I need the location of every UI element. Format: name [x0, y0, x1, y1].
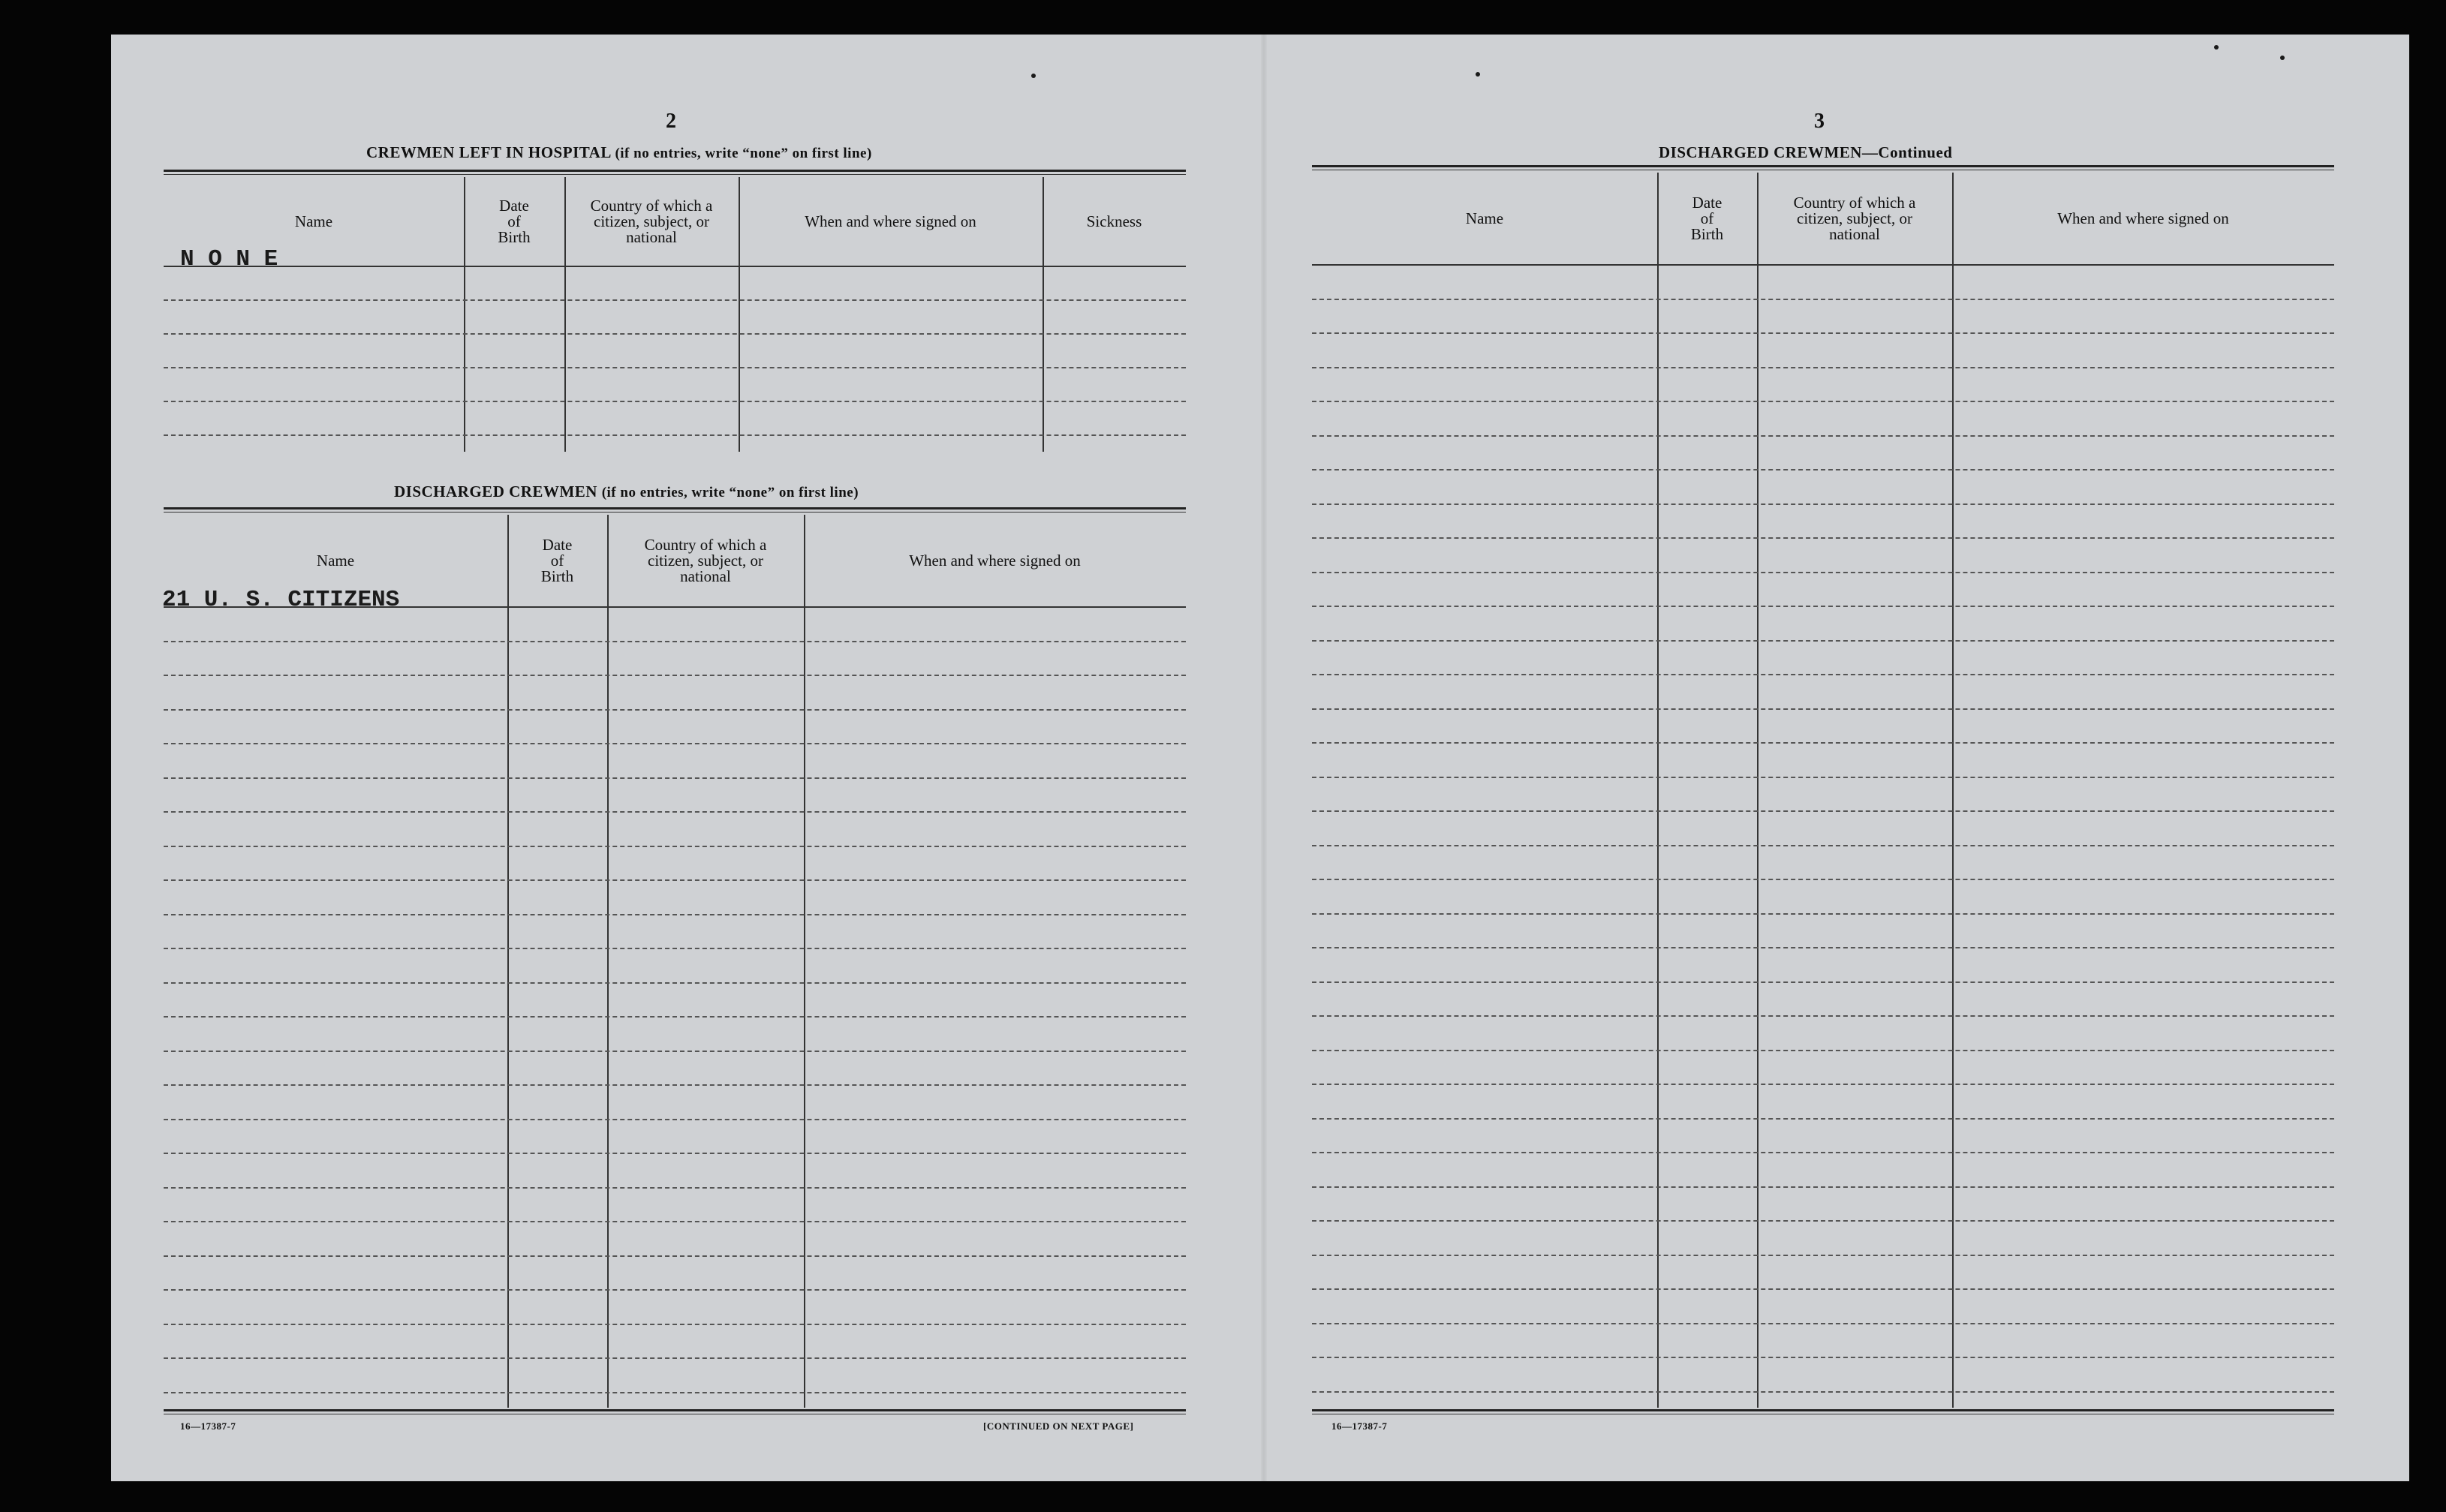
- table-column-rule: [507, 515, 509, 1408]
- table-row-rule: [164, 743, 1186, 744]
- scan-speck: [2214, 45, 2219, 50]
- table-row-rule: [164, 1392, 1186, 1393]
- right-page-number: 3: [1814, 110, 1825, 133]
- table-header-rule: [164, 606, 1186, 608]
- table-row-rule: [1312, 1220, 2334, 1222]
- table-row-rule: [164, 1221, 1186, 1222]
- table-row-rule: [1312, 299, 2334, 300]
- discharged-section-title: [394, 482, 859, 501]
- discharged-entry-typed: 21 U. S. CITIZENS: [162, 587, 400, 613]
- table-row-rule: [164, 367, 1186, 368]
- table-row-rule: [164, 401, 1186, 402]
- scan-speck: [1031, 74, 1036, 78]
- table-row-rule: [164, 709, 1186, 711]
- scan-speck: [1476, 72, 1480, 77]
- table-column-rule: [804, 515, 805, 1408]
- hospital-col-signed-on: When and where signed on: [805, 212, 976, 230]
- discharged-col-name: Name: [316, 551, 355, 570]
- table-column-rule: [564, 177, 566, 452]
- discharged-title-text: DISCHARGED CREWMEN: [394, 482, 597, 500]
- table-row-rule: [1312, 606, 2334, 607]
- table-row-rule: [1312, 572, 2334, 573]
- table-row-rule: [164, 1357, 1186, 1359]
- discharged-table-top-rule: [164, 507, 1186, 513]
- table-row-rule: [1312, 332, 2334, 334]
- table-header-rule: [164, 266, 1186, 267]
- table-row-rule: [164, 811, 1186, 813]
- table-row-rule: [164, 1119, 1186, 1120]
- hospital-col-country: Country of which a citizen, subject, or national: [590, 196, 713, 246]
- table-row-rule: [1312, 777, 2334, 778]
- table-row-rule: [1312, 981, 2334, 983]
- table-row-rule: [1312, 1050, 2334, 1051]
- table-row-rule: [1312, 1255, 2334, 1256]
- table-row-rule: [1312, 708, 2334, 710]
- table-row-rule: [164, 675, 1186, 676]
- table-row-rule: [1312, 1084, 2334, 1085]
- table-row-rule: [1312, 1118, 2334, 1120]
- left-page-bottom-rule: [164, 1409, 1186, 1414]
- page-fold: [1261, 35, 1267, 1481]
- table-row-rule: [1312, 503, 2334, 505]
- table-row-rule: [164, 1289, 1186, 1291]
- table-column-rule: [1657, 173, 1659, 1408]
- discharged-col-signed-on: When and where signed on: [909, 551, 1081, 570]
- table-row-rule: [164, 777, 1186, 779]
- table-row-rule: [1312, 1323, 2334, 1324]
- continued-note: [CONTINUED ON NEXT PAGE]: [983, 1420, 1134, 1432]
- table-row-rule: [1312, 947, 2334, 948]
- table-row-rule: [1312, 537, 2334, 539]
- table-row-rule: [164, 879, 1186, 881]
- hospital-title-text: CREWMEN LEFT IN HOSPITAL: [366, 143, 611, 161]
- table-row-rule: [164, 846, 1186, 847]
- hospital-col-sickness: Sickness: [1086, 212, 1142, 230]
- table-row-rule: [164, 1255, 1186, 1257]
- table-row-rule: [1312, 845, 2334, 846]
- hospital-section-title: [366, 143, 872, 162]
- table-row-rule: [1312, 469, 2334, 470]
- table-row-rule: [1312, 435, 2334, 437]
- table-row-rule: [164, 982, 1186, 984]
- discharged-continued-title: DISCHARGED CREWMEN—Continued: [1659, 143, 1953, 161]
- discharged-col-country: Country of which a citizen, subject, or national: [644, 535, 767, 585]
- table-row-rule: [1312, 913, 2334, 915]
- scan-speck: [2280, 56, 2285, 60]
- discharged-col-date-of-birth: Date of Birth: [540, 535, 574, 585]
- discharged-instruction: (if no entries, write “none” on first line): [601, 485, 859, 500]
- table-column-rule: [464, 177, 465, 452]
- table-row-rule: [1312, 674, 2334, 675]
- right-col-date-of-birth: Date of Birth: [1690, 193, 1724, 243]
- hospital-col-name: Name: [294, 212, 333, 230]
- table-row-rule: [1312, 742, 2334, 744]
- table-row-rule: [1312, 401, 2334, 402]
- table-row-rule: [1312, 1152, 2334, 1153]
- right-form-number: 16—17387-7: [1331, 1420, 1388, 1432]
- table-row-rule: [1312, 1288, 2334, 1290]
- right-col-signed-on: When and where signed on: [2057, 209, 2229, 227]
- hospital-col-date-of-birth: Date of Birth: [498, 196, 531, 246]
- table-row-rule: [1312, 879, 2334, 880]
- table-row-rule: [1312, 367, 2334, 368]
- table-column-rule: [1757, 173, 1759, 1408]
- table-row-rule: [1312, 810, 2334, 812]
- hospital-instruction: (if no entries, write “none” on first line): [615, 146, 872, 161]
- table-row-rule: [164, 1187, 1186, 1189]
- table-row-rule: [164, 914, 1186, 915]
- table-row-rule: [164, 434, 1186, 436]
- table-row-rule: [164, 1051, 1186, 1052]
- table-row-rule: [1312, 1391, 2334, 1393]
- table-row-rule: [1312, 1015, 2334, 1017]
- table-row-rule: [164, 299, 1186, 301]
- table-row-rule: [1312, 1357, 2334, 1358]
- right-col-name: Name: [1465, 209, 1504, 227]
- table-header-rule: [1312, 264, 2334, 266]
- right-table-top-rule: [1312, 165, 2334, 170]
- left-page-number: 2: [666, 110, 676, 133]
- table-row-rule: [164, 1324, 1186, 1325]
- table-row-rule: [164, 1153, 1186, 1154]
- table-column-rule: [1042, 177, 1044, 452]
- table-row-rule: [164, 1016, 1186, 1018]
- hospital-entry-typed: N O N E: [180, 246, 278, 272]
- table-row-rule: [164, 948, 1186, 949]
- table-row-rule: [164, 333, 1186, 335]
- table-row-rule: [164, 641, 1186, 642]
- table-row-rule: [1312, 640, 2334, 642]
- right-col-country: Country of which a citizen, subject, or national: [1793, 193, 1916, 243]
- hospital-table-top-rule: [164, 170, 1186, 175]
- table-column-rule: [739, 177, 740, 452]
- table-row-rule: [1312, 1186, 2334, 1188]
- table-column-rule: [607, 515, 609, 1408]
- table-column-rule: [1952, 173, 1954, 1408]
- right-page-bottom-rule: [1312, 1409, 2334, 1414]
- table-row-rule: [164, 1084, 1186, 1086]
- left-form-number: 16—17387-7: [180, 1420, 236, 1432]
- scanned-form-sheet: [111, 35, 2409, 1481]
